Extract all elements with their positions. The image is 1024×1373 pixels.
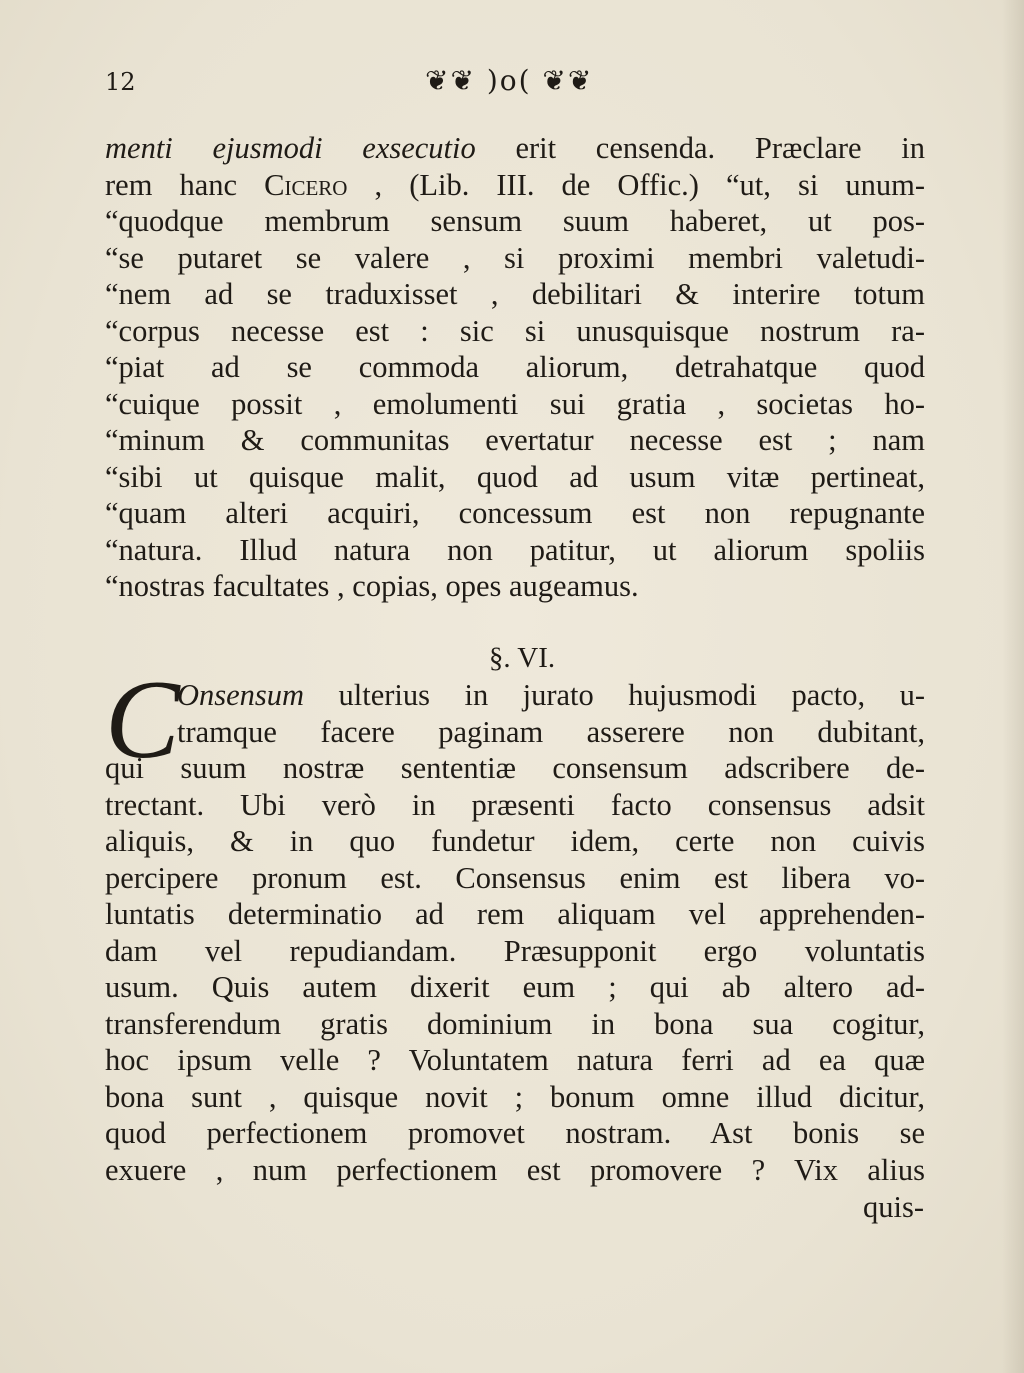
text-line: tramque facere paginam asserere non dubitant, — [177, 714, 925, 749]
text-line: “minum & communitas evertatur necesse est ; nam — [105, 423, 925, 457]
drop-cap-initial: C — [105, 658, 180, 782]
text-line: Onsensum ulterius in jurato hujusmodi pacto, u- — [177, 678, 925, 712]
text-line: “nostras facultates , copias, opes augeamus. — [105, 569, 639, 603]
text-line: “cuique possit , emolumenti sui gratia , societas ho- — [105, 386, 925, 421]
text-line: aliquis, & in quo fundetur idem, certe non cuivis — [105, 824, 925, 858]
section-heading: §. VI. — [488, 642, 556, 674]
italic-phrase: menti ejusmodi exsecutio — [105, 131, 476, 165]
text-line: exuere , num perfectionem est promovere ? Vix alius — [105, 1152, 925, 1187]
text-line: bona sunt , quisque novit ; bonum omne illud dicitur, — [105, 1079, 925, 1114]
text-line: hoc ipsum velle ? Voluntatem natura ferri ad ea quæ — [105, 1043, 925, 1077]
page-number: 12 — [105, 68, 136, 96]
text-line: “sibi ut quisque malit, quod ad usum vitæ pertineat, — [105, 459, 925, 494]
text-line: dam vel repudiandam. Præsupponit ergo voluntatis — [105, 933, 925, 968]
page-edge-shadow — [1002, 0, 1024, 1373]
running-header — [105, 62, 925, 102]
catchword: quis- — [863, 1190, 924, 1224]
text-line: “corpus necesse est : sic si unusquisque nostrum ra- — [105, 313, 925, 348]
text-line: trectant. Ubi verò in præsenti facto consensus adsit — [105, 787, 925, 822]
text-line: menti ejusmodi exsecutio erit censenda. Præclare in — [105, 131, 925, 165]
text-line: transferendum gratis dominium in bona sua cogitur, — [105, 1006, 925, 1041]
text-line: “natura. Illud natura non patitur, ut aliorum spoliis — [105, 532, 925, 567]
text-line: rem hanc Cicero , (Lib. III. de Offic.) “ut, si unum- — [105, 167, 925, 202]
paragraph-quote — [105, 130, 925, 605]
text-line: “piat ad se commoda aliorum, detrahatque quod — [105, 350, 925, 384]
paragraph-section-vi — [105, 677, 925, 1188]
text-line: qui suum nostræ sententiæ consensum adscribere de- — [105, 751, 925, 785]
text-line: percipere pronum est. Consensus enim est libera vo- — [105, 860, 925, 895]
text-line: “quam alteri acquiri, concessum est non repugnante — [105, 496, 925, 530]
text-line: “quodque membrum sensum suum haberet, ut pos- — [105, 204, 925, 238]
text-line: luntatis determinatio ad rem aliquam vel apprehenden- — [105, 897, 925, 931]
text-line: “nem ad se traduxisset , debilitari & interire totum — [105, 277, 925, 311]
author-name: Cicero — [264, 167, 348, 202]
italic-phrase: Onsensum — [177, 678, 305, 712]
text-line: “se putaret se valere , si proximi membri valetudi- — [105, 240, 925, 275]
text-line: usum. Quis autem dixerit eum ; qui ab altero ad- — [105, 970, 925, 1004]
text-line: quod perfectionem promovet nostram. Ast bonis se — [105, 1116, 925, 1150]
header-ornament: ❦❦ )o( ❦❦ — [425, 64, 594, 97]
